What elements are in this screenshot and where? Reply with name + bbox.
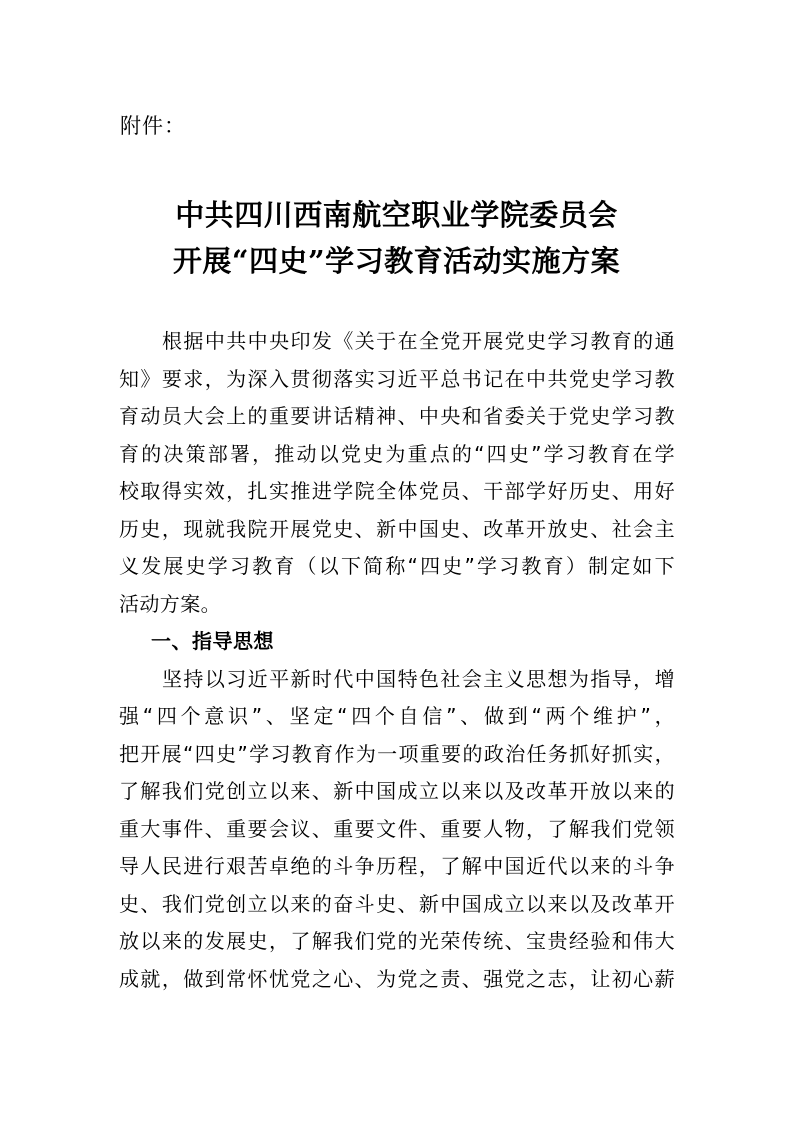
section-line: 了解我们党创立以来、新中国成立以来以及改革开放以来的: [119, 779, 675, 803]
section-line: 成就，做到常怀忧党之心、为党之责、强党之志，让初心薪: [119, 966, 675, 991]
section-heading: 一、指导思想: [151, 629, 274, 653]
intro-line: 根据中共中央印发《关于在全党开展党史学习教育的通: [162, 329, 675, 353]
title-line-2: 开展“四史”学习教育活动实施方案: [172, 244, 621, 278]
document-body: [119, 323, 675, 998]
section-line: 把开展“四史”学习教育作为一项重要的政治任务抓好抓实，: [119, 741, 675, 766]
intro-line: 义发展史学习教育（以下简称“四史”学习教育）制定如下: [119, 554, 675, 578]
section-line: 史、我们党创立以来的奋斗史、新中国成立以来以及改革开: [119, 891, 675, 916]
section-line: 导人民进行艰苦卓绝的斗争历程，了解中国近代以来的斗争: [119, 854, 675, 878]
intro-line: 历史，现就我院开展党史、新中国史、改革开放史、社会主: [119, 516, 675, 541]
section-line: 重大事件、重要会议、重要文件、重要人物，了解我们党领: [119, 816, 675, 841]
intro-line: 育的决策部署，推动以党史为重点的“四史”学习教育在学: [119, 441, 675, 466]
section-line: 坚持以习近平新时代中国特色社会主义思想为指导，增: [162, 666, 675, 691]
intro-line: 知》要求，为深入贯彻落实习近平总书记在中共党史学习教: [119, 366, 675, 391]
document-title: [0, 192, 793, 284]
intro-line: 校取得实效，扎实推进学院全体党员、干部学好历史、用好: [119, 479, 675, 503]
title-line-1: 中共四川西南航空职业学院委员会: [175, 198, 618, 232]
intro-line: 育动员大会上的重要讲话精神、中央和省委关于党史学习教: [119, 404, 675, 428]
section-line: 放以来的发展史，了解我们党的光荣传统、宝贵经验和伟大: [119, 929, 675, 953]
intro-line: 活动方案。: [119, 591, 221, 616]
section-line: 强“四个意识”、坚定“四个自信”、做到“两个维护”，: [119, 704, 675, 728]
attachment-label: 附件：: [120, 114, 186, 138]
